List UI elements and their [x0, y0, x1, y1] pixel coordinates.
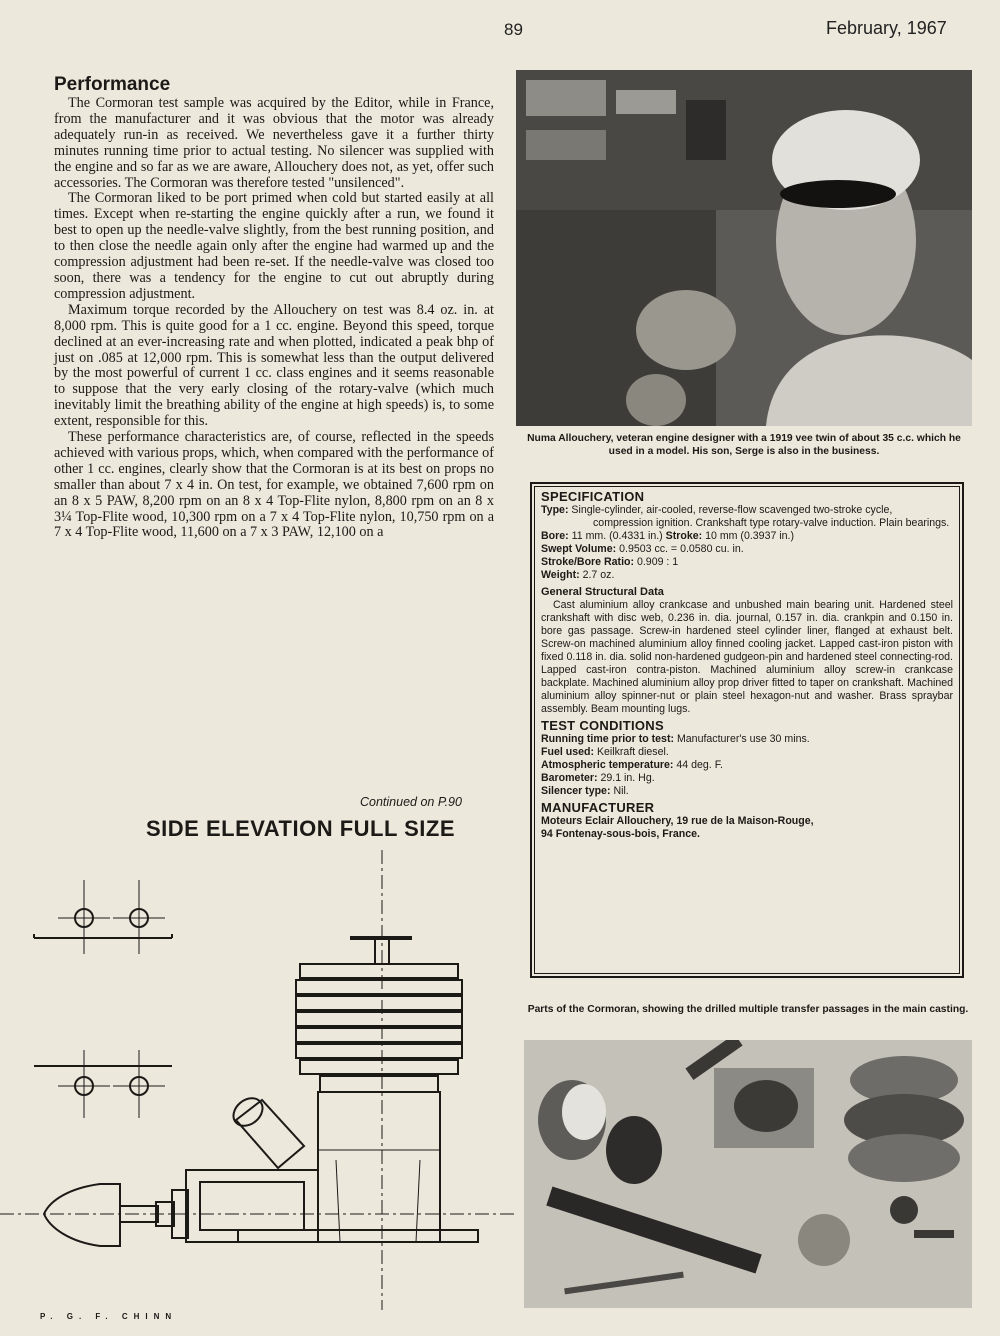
- continued-note: Continued on P.90: [360, 795, 462, 809]
- baro-label: Barometer:: [541, 772, 598, 784]
- parts-caption: Parts of the Cormoran, showing the drilled multiple transfer passages in the main casting.: [527, 1004, 969, 1015]
- spec-weight: [541, 569, 953, 582]
- article-paragraph-3: Maximum torque recorded by the Allouchery on test was 8.4 oz. in. at 8,000 rpm. This is quite good for a 1 cc. engine. Beyond this speed, torque declined at an ever-increasing rate and when plotted, indicated a peak bhp of just on .085 at 12,000 rpm. This is somewhat less than the output delivered by the most powerful of current 1 cc. class engines and it seems reasonable to suppose that the very early closing of the rotary-valve (which much inevitably limit the breathing ability of the engine at high speeds) is, to some extent, responsible for this.: [54, 301, 494, 430]
- drawing-title: SIDE ELEVATION FULL SIZE: [146, 816, 456, 841]
- engine-parts-photo: [524, 1040, 972, 1308]
- spec-bore-label: Bore:: [541, 530, 569, 542]
- spec-weight-value: 2.7 oz.: [582, 569, 615, 581]
- article-body: [54, 96, 494, 541]
- spec-type-label: Type:: [541, 504, 569, 516]
- test-atmos: [541, 759, 953, 772]
- article-paragraph-1: The Cormoran test sample was acquired by the Editor, while in France, from the manufacturer and it was obvious that the motor was already adequately run-in as received. We nevertheless gave it a further thirty minutes running time prior to actual testing. No silencer was supplied with the engine and so far as we are aware, Allouchery does not, as yet, offer such accessories. The Cormoran was therefore tested "unsilenced".: [54, 95, 494, 191]
- baro-value: 29.1 in. Hg.: [600, 772, 655, 784]
- test-silencer: [541, 785, 953, 798]
- spec-swept: [541, 543, 953, 556]
- test-running-time: [541, 733, 953, 746]
- test-barometer: [541, 772, 953, 785]
- article-paragraph-4: These performance characteristics are, of course, reflected in the speeds achieved with various props, which, when compared with the performance of other 1 cc. engines, clearly show that the Cormoran is at its best on props no smaller than about 7 x 4 in. On test, for example, we obtained 7,600 rpm on an 8 x 5 PAW, 8,200 rpm on an 8 x 4 Top-Flite nylon, 8,800 rpm on an 8 x 3¼ Top-Flite wood, 10,300 rpm on a 7 x 4 Top-Flite nylon, 10,750 rpm on a 7 x 4 Top-Flite wood, 11,600 on a 7 x 3 PAW, 12,100 on a: [54, 429, 494, 541]
- performance-heading: Performance: [54, 74, 171, 95]
- spec-title: SPECIFICATION: [541, 489, 645, 504]
- general-structural-text: Cast aluminium alloy crankcase and unbushed main bearing unit. Hardened steel crankshaft with disc web, 0.236 in. dia. journal, 0.157 in. dia. crankpin and 0.150 in. bore gas passage. Screw-in hardened steel cylinder liner, flanged at exhaust belt. Screw-on machined aluminium alloy finned cooling jacket. Lapped cast-iron piston with fixed 0.118 in. dia. solid non-hardened gudgeon-pin and hardened steel connecting-rod. Lapped cast-iron contra-piston. Machined aluminium alloy screw-in crankcase backplate. Machined aluminium alloy prop driver fitted to taper on crankshaft. Machined aluminium alloy spinner-nut or plain steel hexagon-nut and washer. Brass spraybar assembly. Beam mounting lugs.: [541, 599, 953, 715]
- atmos-value: 44 deg. F.: [676, 759, 723, 771]
- spec-ratio-value: 0.909 : 1: [636, 556, 679, 568]
- drawing-credit: P. G. F. CHINN: [40, 1312, 178, 1321]
- spec-bore-value: 11 mm. (0.4331 in.): [571, 530, 663, 542]
- specification-box: [534, 486, 960, 974]
- allouchery-portrait-photo: [516, 70, 972, 426]
- general-structural-title: General Structural Data: [541, 586, 664, 598]
- spec-weight-label: Weight:: [541, 569, 580, 581]
- spec-type-value: Single-cylinder, air-cooled, reverse-flow scavenged two-stroke cycle, compression ignition. Crankshaft type rotary-valve induction. Plain bearings.: [571, 504, 950, 529]
- manufacturer-title: MANUFACTURER: [541, 800, 655, 815]
- fuel-label: Fuel used:: [541, 746, 594, 758]
- spec-swept-label: Swept Volume:: [541, 543, 617, 555]
- spec-ratio: [541, 556, 953, 569]
- issue-date: February, 1967: [826, 18, 947, 38]
- fuel-value: Keilkraft diesel.: [596, 746, 669, 758]
- running-label: Running time prior to test:: [541, 733, 675, 745]
- page-number: 89: [504, 20, 523, 39]
- test-conditions-title: TEST CONDITIONS: [541, 718, 664, 733]
- portrait-caption: Numa Allouchery, veteran engine designer with a 1919 vee twin of about 35 c.c. which he used in a model. His son, Serge is also in the business.: [527, 433, 961, 457]
- running-value: Manufacturer's use 30 mins.: [676, 733, 810, 745]
- manufacturer-line-2: 94 Fontenay-sous-bois, France.: [541, 828, 700, 840]
- spec-swept-value: 0.9503 cc. = 0.0580 cu. in.: [619, 543, 744, 555]
- spec-stroke-value: 10 mm (0.3937 in.): [705, 530, 795, 542]
- engine-side-elevation-drawing: [0, 850, 515, 1310]
- test-fuel: [541, 746, 953, 759]
- spec-bore-stroke: [541, 530, 953, 543]
- article-paragraph-2: The Cormoran liked to be port primed when cold but started easily at all times. Except when re-starting the engine quickly after a run, we found it best to open up the needle-valve slightly, from the best running position, and to then close the needle again only after the engine had warmed up and the compression adjustment had been re-set. If the needle-valve was closed too soon, there was a tendency for the engine to cut out abruptly during compression adjustment.: [54, 190, 494, 302]
- spec-stroke-label: Stroke:: [665, 530, 703, 542]
- spec-ratio-label: Stroke/Bore Ratio:: [541, 556, 635, 568]
- silencer-label: Silencer type:: [541, 785, 611, 797]
- silencer-value: Nil.: [613, 785, 629, 797]
- atmos-label: Atmospheric temperature:: [541, 759, 674, 771]
- manufacturer-line-1: Moteurs Eclair Allouchery, 19 rue de la Maison-Rouge,: [541, 815, 814, 827]
- spec-type: [541, 504, 953, 530]
